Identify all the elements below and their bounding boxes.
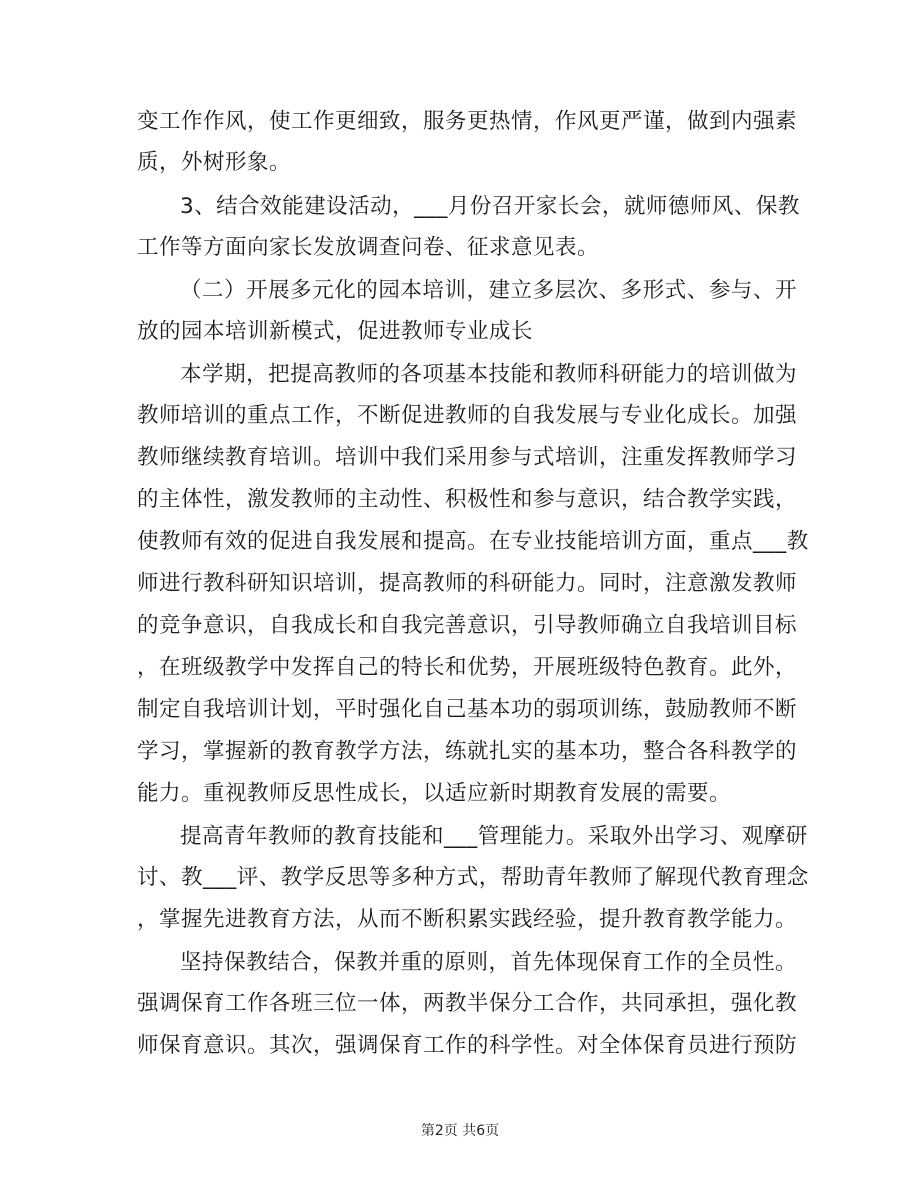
paragraph-line: 变工作作风，使工作更细致，服务更热情，作风更严谨，做到内强素 [137, 109, 798, 134]
paragraph-line: 制定自我培训计划，平时强化自己基本功的弱项训练，鼓励教师不断 [137, 697, 798, 722]
section-heading-line: （二）开展多元化的园本培训，建立多层次、多形式、参与、开 [180, 278, 797, 303]
paragraph-line: 师保育意识。其次，强调保育工作的科学性。对全体保育员进行预防 [137, 1033, 798, 1058]
paragraph-line: ，在班级教学中发挥自己的特长和优势，开展班级特色教育。此外， [137, 655, 798, 680]
paragraph-line: 工作等方面向家长发放调查问卷、征求意见表。 [137, 235, 600, 260]
paragraph-line: 教师培训的重点工作，不断促进教师的自我发展与专业化成长。加强 [137, 403, 798, 428]
paragraph-line: 质，外树形象。 [137, 150, 292, 175]
paragraph-line: 学习，掌握新的教育教学方法，练就扎实的基本功，整合各科教学的 [137, 739, 798, 764]
section-heading-line: 放的园本培训新模式，促进教师专业成长 [137, 319, 534, 344]
paragraph-line: 坚持保教结合，保教并重的原则，首先体现保育工作的全员性。 [180, 950, 797, 975]
paragraph-line: 使教师有效的促进自我发展和提高。在专业技能培训方面，重点___教 [137, 529, 809, 554]
paragraph-line: 教师继续教育培训。培训中我们采用参与式培训，注重发挥教师学习 [137, 445, 798, 470]
paragraph-line: 强调保育工作各班三位一体，两教半保分工合作，共同承担，强化教 [137, 991, 798, 1016]
paragraph-line: 的竞争意识，自我成长和自我完善意识，引导教师确立自我培训目标 [137, 613, 798, 638]
paragraph-line: 师进行教科研知识培训，提高教师的科研能力。同时，注意激发教师 [137, 571, 798, 596]
paragraph-line: 提高青年教师的教育技能和___管理能力。采取外出学习、观摩研 [180, 824, 808, 849]
paragraph-line: ，掌握先进教育方法，从而不断积累实践经验，提升教育教学能力。 [137, 907, 798, 932]
paragraph-line: 本学期，把提高教师的各项基本技能和教师科研能力的培训做为 [180, 362, 797, 387]
paragraph-line: 的主体性，激发教师的主动性、积极性和参与意识，结合教学实践， [137, 487, 798, 512]
paragraph-line: 能力。重视教师反思性成长，以适应新时期教育发展的需要。 [137, 781, 732, 806]
page-number: 第2页 共6页 [420, 1123, 500, 1139]
paragraph-line: 3、结合效能建设活动，___月份召开家长会，就师德师风、保教 [180, 194, 800, 219]
paragraph-line: 讨、教___评、教学反思等多种方式，帮助青年教师了解现代教育理念 [137, 865, 809, 890]
